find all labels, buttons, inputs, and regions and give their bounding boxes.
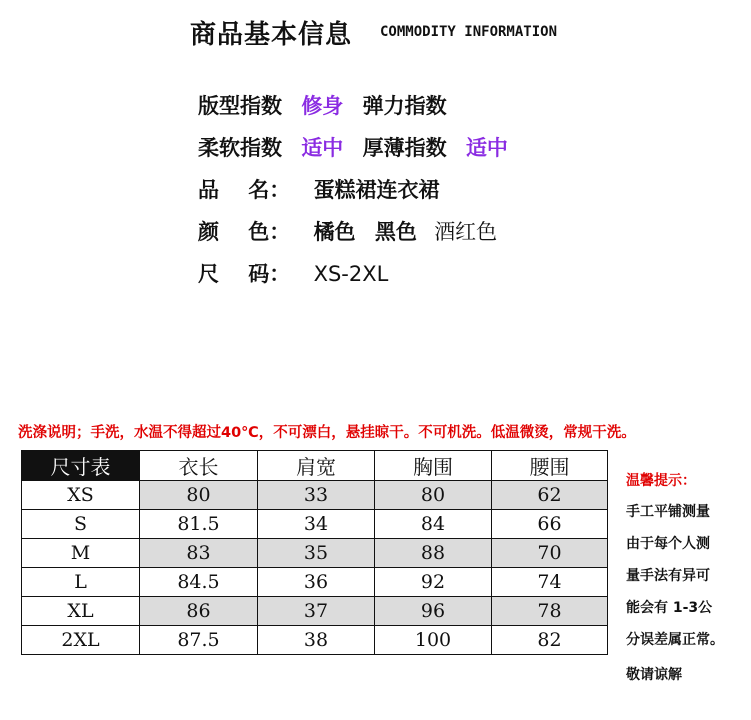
size-cell: S [22,510,140,539]
table-cell: 33 [258,481,375,510]
table-cell: 80 [140,481,258,510]
washing-instructions: 洗涤说明；手洗，水温不得超过40℃，不可漂白，悬挂晾干。不可机洗。低温微烫，常规干洗。 [18,425,636,441]
soft-value: 适中 [301,136,344,160]
size-cell: XS [22,481,140,510]
table-cell: 92 [375,568,492,597]
table-row [22,510,608,539]
table-cell: 66 [492,510,608,539]
table-cell: 87.5 [140,626,258,655]
table-cell: 88 [375,539,492,568]
table-cell: 84 [375,510,492,539]
tips-line: 能会有 1-3公 [626,600,713,616]
table-cell: 36 [258,568,375,597]
table-cell: 84.5 [140,568,258,597]
size-cell: 2XL [22,626,140,655]
table-cell: 62 [492,481,608,510]
tips-title: 温馨提示： [626,473,696,489]
size-cell: M [22,539,140,568]
thick-label: 厚薄指数 [362,136,447,160]
name-label: 品 名： [198,178,291,202]
color-value: 橘色 [313,220,356,244]
table-cell: 80 [375,481,492,510]
header-cell: 尺寸表 [22,451,140,481]
tips-line: 由于每个人测 [626,536,710,552]
table-cell: 34 [258,510,375,539]
table-cell: 100 [375,626,492,655]
tips-line: 敬请谅解 [626,667,682,683]
size-cell: XL [22,597,140,626]
size-row [198,258,388,288]
table-row [22,539,608,568]
color-value: 黑色 [374,220,417,244]
tips-line: 手工平铺测量 [626,504,710,520]
name-value: 蛋糕裙连衣裙 [313,178,440,202]
size-cell: L [22,568,140,597]
name-row [198,174,440,204]
table-row [22,481,608,510]
table-cell: 83 [140,539,258,568]
size-value: XS-2XL [313,262,389,286]
fit-value: 修身 [301,94,344,118]
header-cell: 肩宽 [258,451,375,481]
tips-line: 量手法有异可 [626,568,710,584]
table-cell: 38 [258,626,375,655]
table-cell: 81.5 [140,510,258,539]
table-cell: 86 [140,597,258,626]
stretch-label: 弹力指数 [362,94,447,118]
color-label: 颜 色： [198,220,291,244]
size-table-header [22,451,608,481]
table-cell: 74 [492,568,608,597]
page-title: 商品基本信息 [190,20,353,50]
table-row [22,568,608,597]
table-cell: 82 [492,626,608,655]
table-cell: 37 [258,597,375,626]
color-row [198,216,497,246]
size-label: 尺 码： [198,262,291,286]
table-cell: 78 [492,597,608,626]
soft-label: 柔软指数 [198,136,282,160]
size-table [21,450,608,655]
thick-value: 适中 [465,136,508,160]
table-cell: 35 [258,539,375,568]
tips-line: 分误差属正常。 [626,632,724,648]
table-cell: 70 [492,539,608,568]
table-cell: 96 [375,597,492,626]
table-row [22,597,608,626]
header-cell: 腰围 [492,451,608,481]
color-value: 酒红色 [434,220,498,244]
fit-label: 版型指数 [198,94,282,118]
header-cell: 胸围 [375,451,492,481]
page-subtitle-en: COMMODITY INFORMATION [380,24,558,40]
soft-thick-row [198,132,508,162]
header-cell: 衣长 [140,451,258,481]
table-row [22,626,608,655]
fit-stretch-row [198,90,447,120]
